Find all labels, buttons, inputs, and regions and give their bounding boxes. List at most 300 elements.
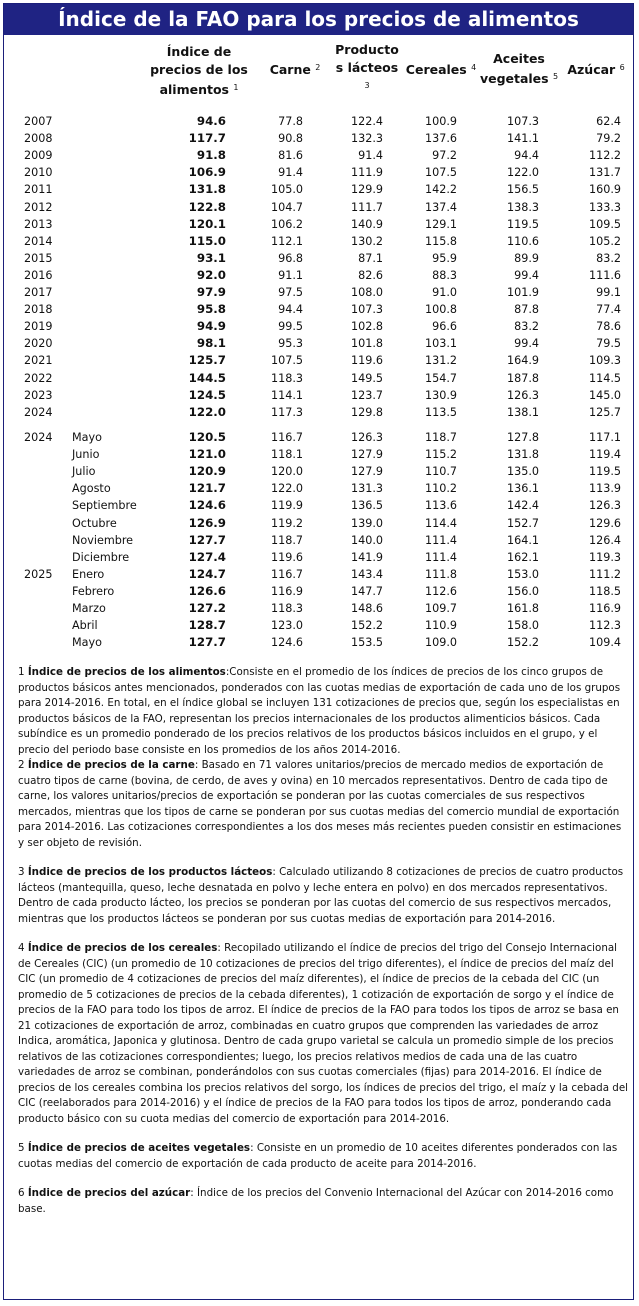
cell-sugar: 109.3 [588,354,621,368]
table-row [0,463,639,480]
cell-dairy: 119.6 [350,354,383,368]
cell-year: 2021 [24,354,53,368]
cell-oils: 138.3 [506,200,539,214]
cell-month: Febrero [72,584,115,598]
table-row [0,335,639,352]
cell-sugar: 111.6 [588,268,621,282]
footnote-number: 6 [18,1187,25,1199]
cell-oils: 156.5 [506,183,539,197]
table-row [0,583,639,600]
cell-oils: 152.2 [506,636,539,650]
cell-year: 2013 [24,217,53,231]
cell-sugar: 83.2 [596,251,621,265]
cell-dairy: 149.5 [350,371,383,385]
cell-food: 127.2 [188,601,226,615]
cell-month: Agosto [72,482,111,496]
header-sugar-label: Azúcar [567,62,616,77]
cell-cereals: 100.8 [424,303,457,317]
table-row [0,284,639,301]
cell-food: 94.9 [196,319,226,334]
cell-year: 2017 [24,286,53,299]
cell-sugar: 111.2 [588,567,621,581]
cell-meat: 118.1 [270,448,303,462]
cell-sugar: 126.4 [588,533,621,547]
cell-dairy: 108.0 [350,286,383,299]
cell-oils: 101.9 [506,286,539,299]
cell-month: Octubre [72,516,117,530]
cell-dairy: 132.3 [350,132,383,146]
cell-cereals: 137.6 [424,132,457,146]
footnote-4 [18,941,628,1127]
cell-month: Diciembre [72,550,130,564]
cell-sugar: 113.9 [588,482,621,496]
cell-oils: 127.8 [506,431,539,444]
cell-sugar: 160.9 [588,183,621,197]
cell-oils: 131.8 [506,448,539,462]
cell-oils: 119.5 [506,217,539,231]
header-dairy [328,41,406,97]
cell-food: 124.5 [188,387,226,402]
cell-oils: 162.1 [506,550,539,564]
footnote-number: 1 [18,666,25,678]
footnote-text: Consiste en el promedio de los índices de precios de los cinco grupos de productos básicos antes mencionados, ponderados con las cuotas medias de exportación de cada uno de los grupos para 2014-2016. En total, en el índice global se incluyen 131 cotizaciones de precios que, según los especialistas en productos básicos de la FAO, representan los precios internacionales de los productos alimenticios básicos. Cada subíndice es un promedio ponderado de los precios relativos de los productos básicos incluidos en el grupo, y el precio del periodo base consiste en los promedios de los años 2014-2016. [18,666,621,756]
cell-sugar: 78.6 [596,320,621,334]
cell-month: Noviembre [72,533,134,547]
cell-cereals: 113.5 [424,405,457,419]
footnote-text: Basado en 71 valores unitarios/precios de mercado medios de exportación de cuatro tipos de carne (bovina, de cerdo, de aves y ovina) en 10 mercados representativos. Dentro de cada tipo de carne, los valores unitarios/precios de exportación se ponderan por las cuotas comerciales de sus respectivos mercados, mientras que los tipos de carne se ponderan por sus cuotas medias del comercio mundial de exportación para 2014-2016. Las cotizaciones correspondientes a los dos meses más recientes pueden consistir en estimaciones y ser objeto de revisión. [18,759,622,849]
cell-meat: 97.5 [278,286,303,299]
cell-sugar: 119.3 [588,550,621,564]
cell-oils: 89.9 [514,251,539,265]
cell-dairy: 140.9 [350,217,383,231]
cell-month: Mayo [72,431,102,444]
header-meat [262,59,328,79]
cell-food: 121.7 [188,481,226,496]
cell-dairy: 143.4 [350,567,383,581]
cell-year: 2009 [24,149,53,163]
table-row [0,497,639,514]
header-food-line2: precios de los [150,62,248,77]
cell-dairy: 82.6 [358,268,383,282]
header-food-line1: Índice de [166,44,232,59]
cell-food: 127.7 [188,532,226,547]
cell-cereals: 115.2 [424,448,457,462]
cell-meat: 96.8 [278,251,303,265]
cell-cereals: 115.8 [424,234,457,248]
cell-cereals: 109.7 [424,602,457,615]
table-row [0,480,639,497]
header-oils-line1: Aceites [493,51,545,66]
cell-year: 2018 [24,303,53,317]
cell-sugar: 79.5 [596,337,621,351]
footnote-title: Índice de precios de aceites vegetales [27,1142,251,1154]
cell-cereals: 142.2 [424,183,457,197]
cell-month: Abril [72,619,98,633]
cell-meat: 104.7 [270,200,303,214]
cell-dairy: 147.7 [350,584,383,598]
cell-oils: 156.0 [506,584,539,598]
cell-food: 126.6 [188,583,226,598]
cell-meat: 112.1 [270,234,303,248]
header-sugar-sup: 6 [619,63,625,72]
cell-month: Mayo [72,636,102,650]
cell-food: 124.6 [188,498,226,513]
footnote-number: 5 [18,1142,25,1154]
footnote-number: 4 [18,942,25,954]
cell-meat: 105.0 [270,183,303,197]
cell-food: 127.4 [188,549,226,564]
cell-meat: 95.3 [278,337,303,351]
table-row [0,446,639,463]
footnote-separator: : [190,1187,197,1199]
header-oils-line2-text: vegetales [479,71,549,86]
cell-cereals: 118.7 [424,431,457,444]
cell-food: 94.6 [196,114,226,128]
cell-sugar: 117.1 [588,431,621,444]
cell-meat: 119.9 [270,499,303,513]
cell-sugar: 79.2 [596,132,621,146]
cell-month: Enero [72,567,105,581]
cell-dairy: 126.3 [350,431,383,444]
cell-oils: 83.2 [514,320,539,334]
cell-food: 106.9 [188,165,226,180]
cell-dairy: 123.7 [350,388,383,402]
cell-cereals: 154.7 [424,371,457,385]
cell-year: 2016 [24,268,53,282]
header-meat-label: Carne [269,62,311,77]
cell-dairy: 129.8 [350,405,383,419]
cell-meat: 116.7 [270,431,303,444]
cell-cereals: 97.2 [432,149,457,163]
table-row [0,404,639,421]
cell-month: Junio [72,448,100,462]
cell-food: 97.9 [196,285,226,299]
footnote-title: Índice de precios de los cereales [27,942,218,954]
cell-sugar: 125.7 [588,405,621,419]
cell-cereals: 112.6 [424,584,457,598]
cell-oils: 94.4 [514,149,539,163]
cell-cereals: 111.8 [424,567,457,581]
footnote-1 [18,665,628,758]
header-oils [478,50,560,88]
cell-year: 2014 [24,234,53,248]
cell-food: 126.9 [188,515,226,530]
footnote-5 [18,1141,628,1172]
cell-year: 2010 [24,166,53,180]
cell-food: 124.7 [188,566,226,581]
cell-sugar: 131.7 [588,166,621,180]
cell-oils: 141.1 [506,132,539,146]
cell-meat: 94.4 [278,303,303,317]
cell-cereals: 95.9 [432,251,457,265]
cell-meat: 124.6 [270,636,303,650]
cell-sugar: 119.4 [588,448,621,462]
cell-sugar: 119.5 [588,465,621,479]
table-row [0,164,639,181]
table-row [0,301,639,318]
table-row [0,352,639,369]
table-row [0,216,639,233]
cell-sugar: 133.3 [588,200,621,214]
cell-oils: 110.6 [506,234,539,248]
cell-dairy: 130.2 [350,234,383,248]
cell-dairy: 107.3 [350,303,383,317]
header-oils-line2 [478,68,560,88]
cell-food: 120.5 [188,430,226,444]
cell-sugar: 114.5 [588,371,621,385]
cell-dairy: 91.4 [358,149,383,163]
footnote-2 [18,758,628,851]
table-row [0,617,639,634]
cell-year: 2024 [24,405,53,419]
table-row [0,199,639,216]
cell-sugar: 99.1 [596,286,621,299]
cell-cereals: 88.3 [432,268,457,282]
cell-year: 2023 [24,388,53,402]
cell-meat: 118.3 [270,602,303,615]
cell-year: 2022 [24,371,53,385]
cell-dairy: 140.0 [350,533,383,547]
cell-food: 95.8 [196,302,226,317]
cell-oils: 107.3 [506,115,539,128]
cell-year: 2024 [24,431,53,444]
footnote-separator: : [217,942,225,954]
cell-sugar: 109.4 [588,636,621,650]
table-row [0,566,639,583]
cell-sugar: 77.4 [596,303,621,317]
header-cereals-sup: 4 [471,63,477,72]
cell-oils: 122.0 [506,166,539,180]
cell-food: 122.8 [188,199,226,214]
footnote-separator: : [225,666,230,678]
cell-oils: 135.0 [506,465,539,479]
cell-oils: 164.1 [506,533,539,547]
footnote-separator: : [250,1142,257,1154]
cell-dairy: 141.9 [350,550,383,564]
cell-year: 2019 [24,320,53,334]
cell-meat: 119.6 [270,550,303,564]
cell-month: Septiembre [72,499,137,513]
table-row [0,600,639,617]
header-cereals-label: Cereales [405,62,467,77]
cell-cereals: 129.1 [424,217,457,231]
cell-meat: 99.5 [278,320,303,334]
cell-food: 93.1 [196,250,226,265]
cell-year: 2011 [24,183,53,197]
cell-food: 120.1 [188,216,226,231]
cell-oils: 126.3 [506,388,539,402]
cell-month: Julio [72,465,96,479]
cell-dairy: 139.0 [350,516,383,530]
table-row [0,233,639,250]
table-row [0,429,639,446]
header-sugar [562,59,630,79]
table-row [0,515,639,532]
cell-meat: 114.1 [270,388,303,402]
cell-food: 144.5 [188,370,226,385]
cell-sugar: 129.6 [588,516,621,530]
cell-food: 131.8 [188,182,226,197]
cell-oils: 138.1 [506,405,539,419]
table-row [0,113,639,130]
cell-month: Marzo [72,602,106,615]
cell-sugar: 109.5 [588,217,621,231]
cell-food: 92.0 [196,267,226,282]
cell-year: 2025 [24,567,53,581]
header-food-line3 [140,79,258,99]
cell-oils: 161.8 [506,602,539,615]
cell-dairy: 127.9 [350,448,383,462]
cell-food: 98.1 [196,336,226,351]
header-dairy-sup [328,77,406,97]
cell-meat: 118.3 [270,371,303,385]
table-row [0,130,639,147]
cell-food: 121.0 [188,447,226,462]
cell-dairy: 153.5 [350,636,383,650]
header-dairy-line2: s lácteos [335,60,399,75]
table-row [0,318,639,335]
header-dairy-line1: Producto [335,42,399,57]
footnote-text: Calculado utilizando 8 cotizaciones de precios de cuatro productos lácteos (mantequilla, queso, leche desnatada en polvo y leche entera en polvo) en dos mercados representativos. Dentro de cada producto lácteo, los precios se ponderan por las cuotas del comercio de sus respectivos mercados, mientras que los productos lácteos se ponderan por sus cuotas medias de exportación para 2014-2016. [18,866,624,925]
cell-food: 115.0 [188,233,226,248]
cell-oils: 99.4 [514,268,539,282]
footnote-title: Índice de precios de los productos lácteos [27,866,273,878]
footnote-number: 2 [18,759,25,771]
cell-meat: 107.5 [270,354,303,368]
footnote-separator: : [272,866,280,878]
footnote-title: Índice de precios del azúcar [27,1187,191,1199]
header-meat-sup: 2 [315,63,321,72]
cell-dairy: 101.8 [350,337,383,351]
table-row [0,181,639,198]
cell-meat: 90.8 [278,132,303,146]
cell-oils: 152.7 [506,516,539,530]
cell-oils: 136.1 [506,482,539,496]
cell-food: 127.7 [188,635,226,650]
cell-meat: 119.2 [270,516,303,530]
table-row [0,267,639,284]
cell-cereals: 131.2 [424,354,457,368]
cell-sugar: 62.4 [596,115,621,128]
cell-dairy: 129.9 [350,183,383,197]
page-title: Índice de la FAO para los precios de alimentos [4,4,633,35]
cell-food: 128.7 [188,618,226,633]
header-food-line3-text: alimentos [159,82,229,97]
footnote-text: Índice de los precios del Convenio Internacional del Azúcar con 2014-2016 como base. [18,1187,614,1215]
footnote-text: Recopilado utilizando el índice de precios del trigo del Consejo Internacional de Cereales (CIC) (un promedio de 10 cotizaciones de precios del trigo diferentes), el índice de precios del maíz del CIC (un promedio de 4 cotizaciones de precios del maíz diferentes), el índice de precios de la cebada del CIC (un promedio de 5 cotizaciones de precios de la cebada diferentes), 1 cotización de exportación de sorgo y el índice de precios de la FAO para todo los tipos de arroz. El índice de precios de la FAO para todos los tipos de arroz se basa en 21 cotizaciones de exportación de arroz, combinadas en cuatro grupos que comprenden las variedades de arroz Indica, aromática, Japonica y glutinosa. Dentro de cada grupo varietal se calcula un promedio simple de los precios relativos de las cotizaciones correspondientes; luego, los precios relativos medios de cada una de las cuatro variedades de arroz se combinan, ponderándolos con sus cuotas comerciales (fijas) para 2014-2016. El índice de precios de los cereales combina los precios relativos del sorgo, los índices de precios del trigo, el maíz y la cebada del CIC (reelaborados para 2014-2016) y el índice de precios de la FAO para todos los tipos de arroz, ponderando cada producto básico con su cuota medias del comercio de exportación para 2014-2016. [18,942,629,1125]
cell-meat: 120.0 [270,465,303,479]
cell-cereals: 111.4 [424,550,457,564]
cell-sugar: 112.3 [588,619,621,633]
footnote-number: 3 [18,866,25,878]
table-row [0,250,639,267]
cell-dairy: 111.7 [350,200,383,214]
footnote-title: Índice de precios de los alimentos [27,666,226,678]
cell-food: 122.0 [188,404,226,419]
cell-meat: 116.7 [270,567,303,581]
table-row [0,147,639,164]
cell-meat: 77.8 [278,115,303,128]
cell-oils: 158.0 [506,619,539,633]
cell-cereals: 114.4 [424,516,457,530]
cell-food: 91.8 [196,148,226,163]
cell-meat: 81.6 [278,149,303,163]
cell-meat: 118.7 [270,533,303,547]
cell-cereals: 130.9 [424,388,457,402]
cell-oils: 187.8 [506,371,539,385]
cell-year: 2015 [24,251,53,265]
footnote-separator: : [194,759,202,771]
cell-dairy: 131.3 [350,482,383,496]
cell-cereals: 137.4 [424,200,457,214]
cell-year: 2008 [24,132,53,146]
cell-dairy: 87.1 [358,251,383,265]
table-row [0,370,639,387]
cell-meat: 106.2 [270,217,303,231]
cell-year: 2012 [24,200,53,214]
cell-meat: 122.0 [270,482,303,496]
cell-food: 125.7 [188,353,226,368]
cell-cereals: 110.2 [424,482,457,496]
cell-dairy: 122.4 [350,115,383,128]
cell-oils: 164.9 [506,354,539,368]
cell-dairy: 102.8 [350,320,383,334]
cell-cereals: 110.9 [424,619,457,633]
cell-meat: 91.1 [278,268,303,282]
cell-cereals: 111.4 [424,533,457,547]
table-row [0,532,639,549]
cell-sugar: 145.0 [588,388,621,402]
table-row [0,634,639,651]
header-oils-sup: 5 [552,72,559,81]
header-food-sup: 1 [233,83,239,92]
cell-meat: 117.3 [270,405,303,419]
cell-oils: 99.4 [514,337,539,351]
cell-cereals: 113.6 [424,499,457,513]
cell-cereals: 107.5 [424,166,457,180]
cell-dairy: 152.2 [350,619,383,633]
cell-cereals: 100.9 [424,115,457,128]
cell-sugar: 126.3 [588,499,621,513]
header-dairy-sup-num: 3 [364,81,370,90]
cell-oils: 142.4 [506,499,539,513]
cell-food: 120.9 [188,464,226,479]
cell-cereals: 103.1 [424,337,457,351]
cell-year: 2020 [24,337,53,351]
header-food-index [140,43,258,99]
cell-meat: 91.4 [278,166,303,180]
cell-year: 2007 [24,115,53,128]
footnotes [18,665,628,1217]
cell-cereals: 109.0 [424,636,457,650]
header-cereals [405,59,477,79]
cell-dairy: 148.6 [350,602,383,615]
footnote-6 [18,1186,628,1217]
cell-sugar: 105.2 [588,234,621,248]
cell-oils: 153.0 [506,567,539,581]
cell-oils: 87.8 [514,303,539,317]
table-row [0,549,639,566]
footnote-3 [18,865,628,927]
cell-sugar: 118.5 [588,584,621,598]
cell-sugar: 112.2 [588,149,621,163]
cell-dairy: 111.9 [350,166,383,180]
cell-meat: 123.0 [270,619,303,633]
cell-food: 117.7 [188,131,226,146]
cell-cereals: 91.0 [432,286,457,299]
cell-dairy: 127.9 [350,465,383,479]
table-row [0,387,639,404]
